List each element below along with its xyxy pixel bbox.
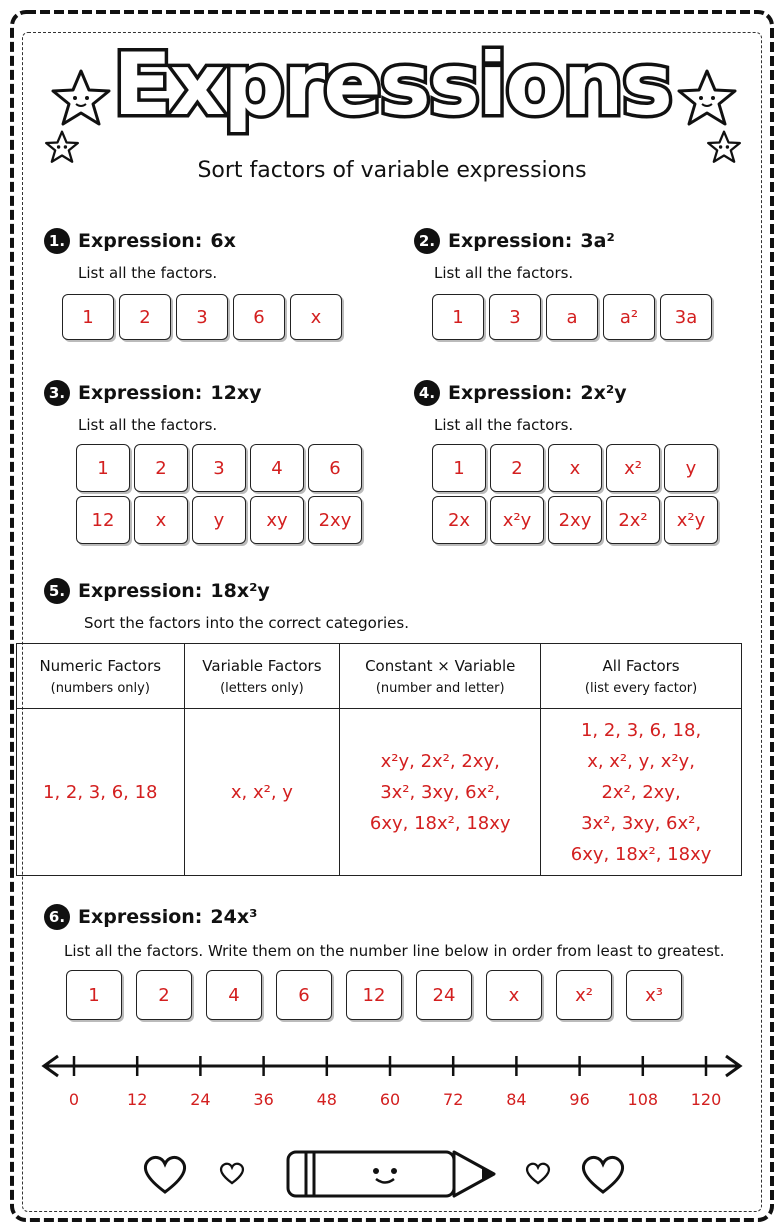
number-line-tick-label: 36 [253, 1090, 274, 1109]
factor-box[interactable]: y [664, 444, 718, 492]
factor-box[interactable]: x [548, 444, 602, 492]
table-header-cell: Variable Factors (letters only) [184, 644, 340, 709]
factor-box[interactable]: 6 [233, 294, 285, 340]
expression-label: Expression: [448, 382, 573, 404]
expression-value: 2x²y [580, 382, 627, 404]
expression-label: Expression: [78, 382, 203, 404]
problem-5-heading [44, 578, 270, 604]
factor-box[interactable]: x²y [490, 496, 544, 544]
heart-icon [218, 1160, 246, 1186]
problem-4-heading [414, 380, 627, 406]
problem-1-factor-boxes [62, 294, 342, 340]
problem-number: 4. [414, 380, 440, 406]
problem-3-heading [44, 380, 262, 406]
problem-2-heading [414, 228, 615, 254]
factor-box[interactable]: 2 [119, 294, 171, 340]
expression-label: Expression: [78, 906, 203, 928]
factor-box[interactable]: a² [603, 294, 655, 340]
problem-6-factor-boxes [66, 970, 682, 1020]
factor-box[interactable]: 1 [76, 444, 130, 492]
problem-number: 1. [44, 228, 70, 254]
heart-icon [578, 1152, 628, 1196]
problem-4-factor-grid [432, 444, 718, 544]
factor-box[interactable]: 24 [416, 970, 472, 1020]
factor-box[interactable]: 2 [134, 444, 188, 492]
factor-box[interactable]: 12 [346, 970, 402, 1020]
factor-box[interactable]: 1 [66, 970, 122, 1020]
number-line-tick-label: 24 [190, 1090, 211, 1109]
page-title: Expressions [113, 35, 671, 135]
factor-box[interactable]: 1 [62, 294, 114, 340]
factor-box[interactable]: x²y [664, 496, 718, 544]
expression-label: Expression: [448, 230, 573, 252]
table-header-row [17, 644, 742, 709]
number-line [40, 1050, 744, 1084]
factor-box[interactable]: 3 [489, 294, 541, 340]
problem-1-heading [44, 228, 236, 254]
factor-category-table [16, 643, 742, 876]
number-line-tick-label: 120 [690, 1090, 722, 1109]
factor-box[interactable]: x² [606, 444, 660, 492]
factor-box[interactable]: 2 [136, 970, 192, 1020]
factor-box[interactable]: 2 [490, 444, 544, 492]
factor-box[interactable]: 3 [192, 444, 246, 492]
table-header-cell: Constant × Variable (number and letter) [340, 644, 541, 709]
factor-box[interactable]: a [546, 294, 598, 340]
factor-box[interactable]: 2xy [308, 496, 362, 544]
table-header-cell: All Factors (list every factor) [541, 644, 742, 709]
problem-1-instructions: List all the factors. [78, 264, 218, 282]
number-line-tick-label: 12 [127, 1090, 148, 1109]
factor-box[interactable]: x [486, 970, 542, 1020]
factor-box[interactable]: 4 [250, 444, 304, 492]
factor-box[interactable]: 6 [276, 970, 332, 1020]
factor-box[interactable]: 1 [432, 294, 484, 340]
heart-icon [140, 1152, 190, 1196]
page-subtitle: Sort factors of variable expressions [197, 158, 587, 183]
expression-label: Expression: [78, 580, 203, 602]
factor-box[interactable]: 4 [206, 970, 262, 1020]
number-line-tick-label: 48 [316, 1090, 337, 1109]
number-line-tick-label: 0 [68, 1090, 80, 1109]
problem-6-instructions: List all the factors. Write them on the number line below in order from least to greatest. [64, 942, 725, 960]
problem-number: 5. [44, 578, 70, 604]
problem-3-instructions: List all the factors. [78, 416, 218, 434]
heart-icon [524, 1160, 552, 1186]
problem-3-factor-grid [76, 444, 362, 544]
number-line-tick-label: 84 [506, 1090, 527, 1109]
problem-number: 3. [44, 380, 70, 406]
factor-box[interactable]: x [290, 294, 342, 340]
problem-number: 2. [414, 228, 440, 254]
pencil-icon [284, 1146, 500, 1202]
expression-value: 18x²y [210, 580, 270, 602]
problem-5-instructions: Sort the factors into the correct categories. [84, 614, 409, 632]
table-cell-numeric[interactable]: 1, 2, 3, 6, 18 [17, 709, 185, 876]
expression-value: 24x³ [210, 906, 258, 928]
table-cell-constant-variable[interactable]: x²y, 2x², 2xy, 3x², 3xy, 6x², 6xy, 18x², 18xy [340, 709, 541, 876]
problem-6-heading [44, 904, 257, 930]
number-line-tick-label: 96 [569, 1090, 590, 1109]
table-cell-variable[interactable]: x, x², y [184, 709, 340, 876]
number-line-tick-label: 60 [379, 1090, 401, 1109]
table-row [17, 709, 742, 876]
expression-value: 6x [210, 230, 236, 252]
problem-4-instructions: List all the factors. [434, 416, 574, 434]
problem-2-factor-boxes [432, 294, 712, 340]
table-cell-all-factors[interactable]: 1, 2, 3, 6, 18, x, x², y, x²y, 2x², 2xy, 3x², 3xy, 6x², 6xy, 18x², 18xy [541, 709, 742, 876]
factor-box[interactable]: 3 [176, 294, 228, 340]
factor-box[interactable]: 1 [432, 444, 486, 492]
factor-box[interactable]: x³ [626, 970, 682, 1020]
factor-box[interactable]: x² [556, 970, 612, 1020]
problem-2-instructions: List all the factors. [434, 264, 574, 282]
factor-box[interactable]: 2x² [606, 496, 660, 544]
factor-box[interactable]: 6 [308, 444, 362, 492]
factor-box[interactable]: xy [250, 496, 304, 544]
number-line-tick-label: 108 [627, 1090, 659, 1109]
expression-value: 3a² [580, 230, 615, 252]
expression-value: 12xy [210, 382, 262, 404]
expression-label: Expression: [78, 230, 203, 252]
factor-box[interactable]: 2xy [548, 496, 602, 544]
factor-box[interactable]: 2x [432, 496, 486, 544]
factor-box[interactable]: x [134, 496, 188, 544]
problem-number: 6. [44, 904, 70, 930]
factor-box[interactable]: 12 [76, 496, 130, 544]
factor-box[interactable]: y [192, 496, 246, 544]
factor-box[interactable]: 3a [660, 294, 712, 340]
table-header-cell: Numeric Factors (numbers only) [17, 644, 185, 709]
number-line-tick-label: 72 [443, 1090, 464, 1109]
